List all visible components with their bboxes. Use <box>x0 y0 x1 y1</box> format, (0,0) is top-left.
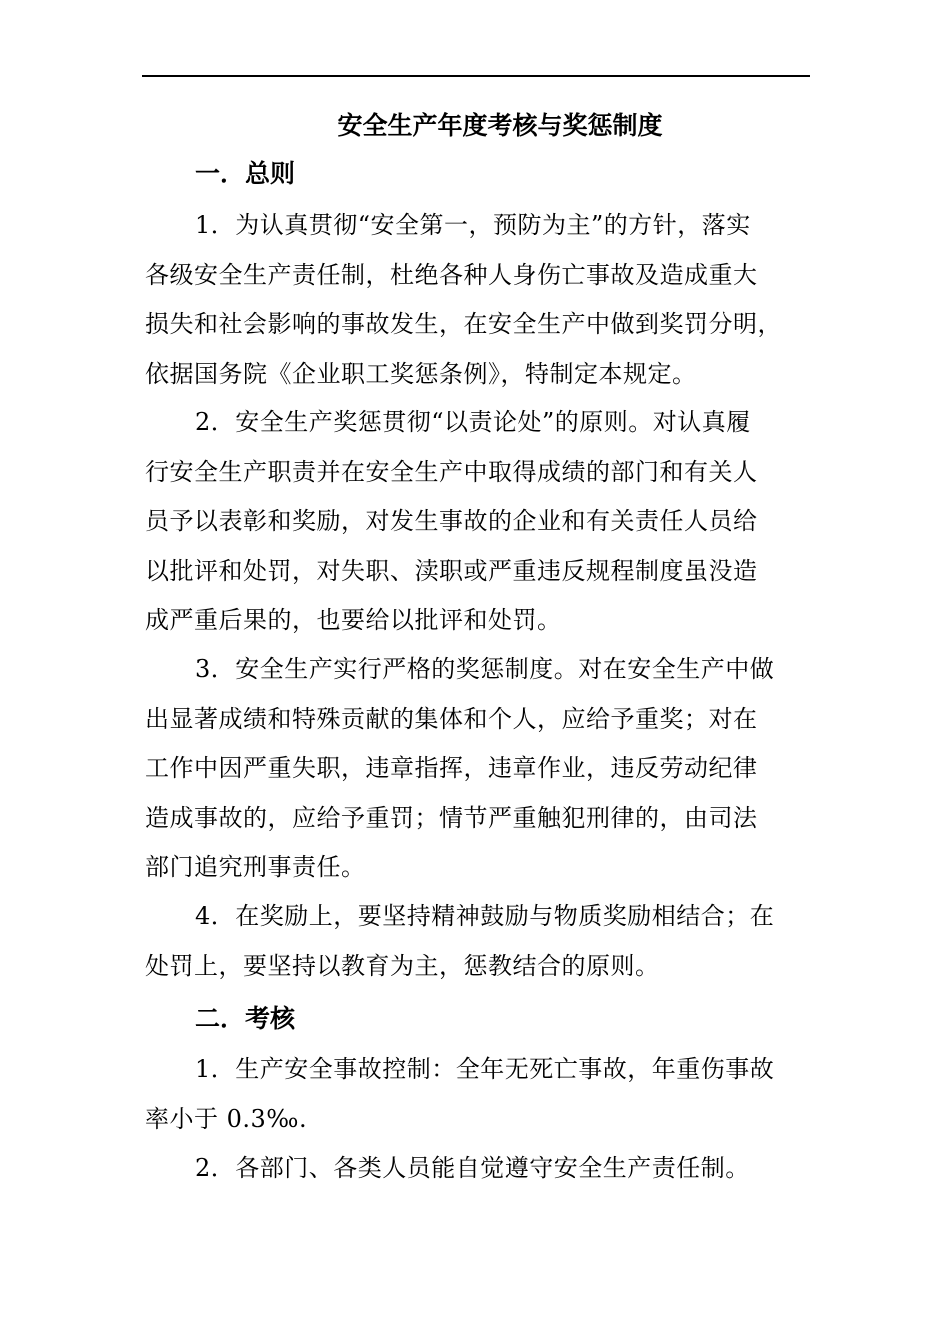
paragraph-general-2 <box>145 398 758 646</box>
paragraph-line: 行安全生产职责并在安全生产中取得成绩的部门和有关人 <box>145 457 758 486</box>
paragraph-line: 员予以表彰和奖励，对发生事故的企业和有关责任人员给 <box>145 507 758 535</box>
paragraph-line: 以批评和处罚，对失职、渎职或严重违反规程制度虽没造 <box>145 556 758 585</box>
paragraph-line: 1．为认真贯彻“安全第一，预防为主”的方针，落实 <box>195 211 751 239</box>
paragraph-general-3 <box>145 645 774 893</box>
paragraph-line: 2．安全生产奖惩贯彻“以责论处”的原则。对认真履 <box>195 408 751 436</box>
paragraph-line: 3．安全生产实行严格的奖惩制度。对在安全生产中做 <box>195 655 775 683</box>
paragraph-assessment-2 <box>145 1144 750 1194</box>
section-heading-assessment: 二．考核 <box>195 1004 296 1033</box>
header-rule <box>142 75 810 77</box>
paragraph-general-1 <box>145 201 782 399</box>
section-heading-general: 一．总则 <box>195 159 296 188</box>
document-title: 安全生产年度考核与奖惩制度 <box>337 111 663 140</box>
paragraph-line: 工作中因严重失职，违章指挥，违章作业，违反劳动纪律 <box>145 754 758 782</box>
paragraph-line: 造成事故的，应给予重罚；情节严重触犯刑律的，由司法 <box>145 803 758 832</box>
paragraph-line: 4．在奖励上，要坚持精神鼓励与物质奖励相结合；在 <box>195 902 775 930</box>
paragraph-line: 1．生产安全事故控制：全年无死亡事故，年重伤事故 <box>195 1055 775 1083</box>
paragraph-line: 成严重后果的，也要给以批评和处罚。 <box>145 606 562 634</box>
paragraph-line: 处罚上，要坚持以教育为主，惩教结合的原则。 <box>145 951 660 980</box>
paragraph-line: 各级安全生产责任制，杜绝各种人身伤亡事故及造成重大 <box>145 260 758 289</box>
paragraph-line: 依据国务院《企业职工奖惩条例》，特制定本规定。 <box>145 359 697 388</box>
paragraph-line: 出显著成绩和特殊贡献的集体和个人，应给予重奖；对在 <box>145 704 758 733</box>
paragraph-line: 部门追究刑事责任。 <box>145 853 366 881</box>
paragraph-line: 率小于 0.3‰. <box>145 1104 308 1133</box>
paragraph-general-4 <box>145 892 774 991</box>
paragraph-assessment-1 <box>145 1045 774 1144</box>
paragraph-line: 损失和社会影响的事故发生，在安全生产中做到奖罚分明， <box>145 310 782 338</box>
paragraph-line: 2．各部门、各类人员能自觉遵守安全生产责任制。 <box>195 1154 750 1182</box>
